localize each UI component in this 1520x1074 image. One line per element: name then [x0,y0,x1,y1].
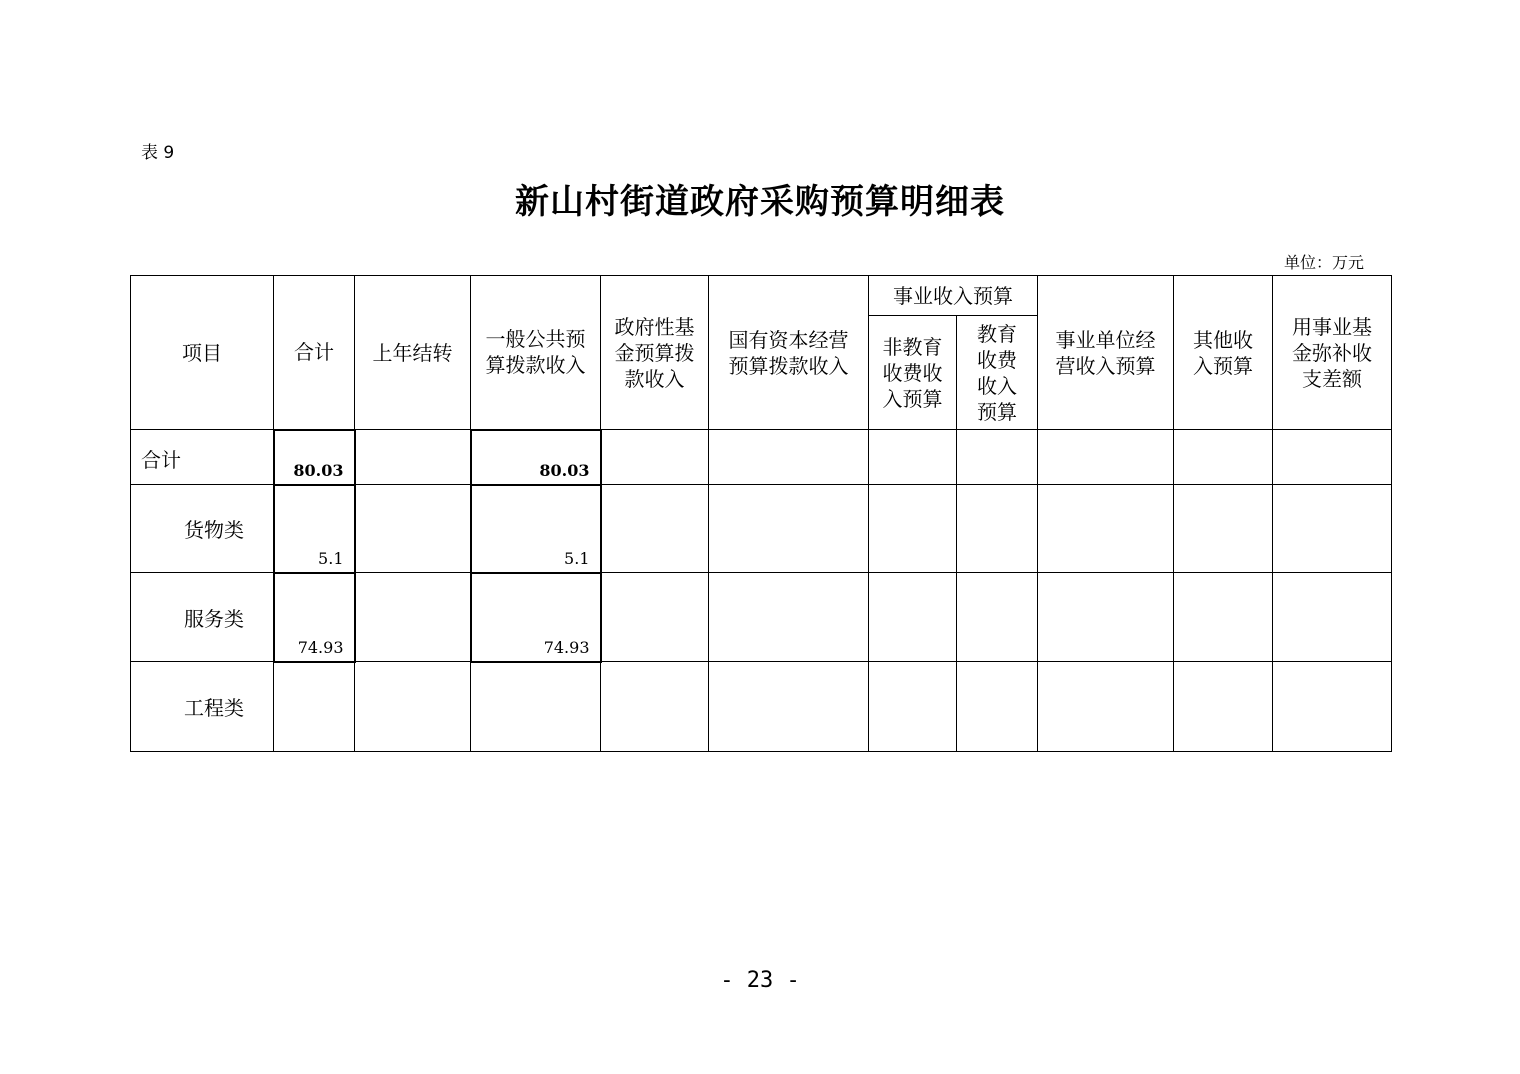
header-state-capital: 国有资本经营预算拨款收入 [709,276,869,430]
header-operating-income: 事业单位经营收入预算 [1038,276,1174,430]
header-business-income: 事业收入预算 [869,276,1038,316]
row-label: 服务类 [131,573,274,662]
header-item: 项目 [131,276,274,430]
row-general-value: 5.1 [471,485,601,573]
header-other-income: 其他收入预算 [1174,276,1273,430]
row-label: 工程类 [131,662,274,752]
row-total-value: 80.03 [274,430,355,485]
header-fund-balance: 用事业基金弥补收支差额 [1273,276,1392,430]
header-edu-fee: 教育收费收入预算 [957,316,1038,430]
row-general-value: 74.93 [471,573,601,662]
row-label: 合计 [131,430,274,485]
row-general-value [471,662,601,752]
table-row [131,573,1392,662]
table-row [131,662,1392,752]
document-title: 新山村街道政府采购预算明细表 [515,182,1005,222]
page-number: - 23 - [720,968,800,993]
unit-label: 单位：万元 [1284,253,1365,272]
table-row [131,430,1392,485]
header-general-budget: 一般公共预算拨款收入 [471,276,601,430]
header-carryover: 上年结转 [355,276,471,430]
header-non-edu-fee: 非教育收费收入预算 [869,316,957,430]
procurement-budget-table [130,275,1392,752]
header-gov-fund: 政府性基金预算拨款收入 [601,276,709,430]
row-total-value [274,662,355,752]
row-total-value: 74.93 [274,573,355,662]
row-total-value: 5.1 [274,485,355,573]
header-total: 合计 [274,276,355,430]
row-label: 货物类 [131,485,274,573]
row-general-value: 80.03 [471,430,601,485]
table-number-label: 表 9 [141,143,175,163]
table-row [131,485,1392,573]
